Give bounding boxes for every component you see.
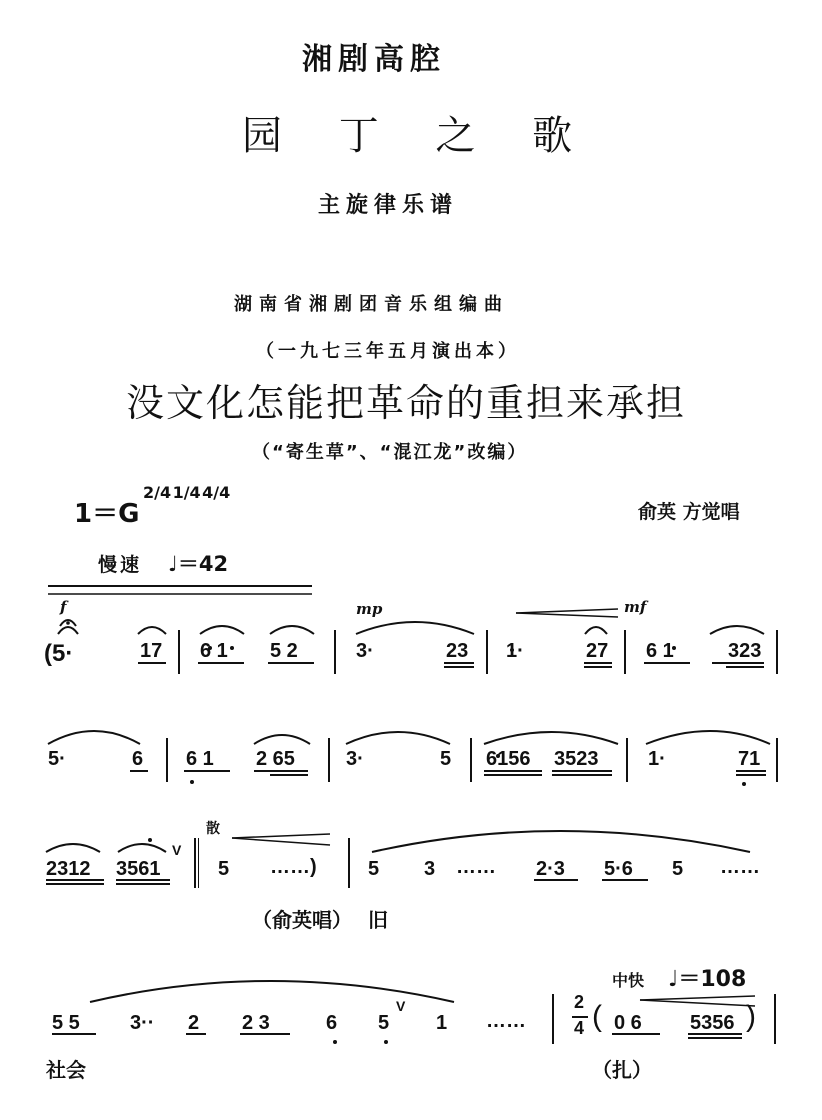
note-group: 5 5	[52, 1012, 80, 1034]
time-sig-numerator: 2	[574, 992, 585, 1012]
tempo-change-bpm: ♩＝108	[668, 967, 747, 992]
note-group: 3·	[346, 748, 364, 770]
note-group: 6	[132, 748, 144, 770]
singer-label: （俞英唱）	[252, 908, 352, 932]
note-group: 3	[424, 858, 436, 880]
note-group: 1	[436, 1012, 448, 1034]
barline	[334, 630, 336, 674]
opera-title: 园 丁 之 歌	[242, 113, 595, 159]
note-group: 6	[326, 1012, 338, 1034]
note-group: 17	[140, 640, 163, 662]
barline	[194, 838, 196, 888]
note-group: (5·	[44, 640, 74, 667]
breath-mark: V	[396, 998, 406, 1014]
note-group: 5·	[48, 748, 66, 770]
note-group: 323	[728, 640, 762, 662]
note-group: 2	[188, 1012, 200, 1034]
note-group: 3523	[554, 748, 599, 770]
note-group: 5356	[690, 1012, 735, 1034]
note-group: 27	[586, 640, 609, 662]
edition-note: （一九七三年五月演出本）	[256, 341, 520, 362]
tune-source: （“寄生草”、“混江龙”改编）	[252, 442, 528, 463]
note-group: ……)	[270, 856, 317, 878]
song-title: 没文化怎能把革命的重担来承担	[126, 381, 687, 425]
barline	[178, 630, 180, 674]
free-tempo-marking: 散	[206, 821, 220, 837]
note-group: 3561	[116, 858, 161, 880]
note-group: 5	[378, 1012, 390, 1034]
note-group: 5	[368, 858, 380, 880]
note-group: 2 65	[256, 748, 295, 770]
note-group: 71	[738, 748, 761, 770]
barline	[348, 838, 350, 888]
note-group: 6 1	[200, 640, 228, 662]
genre-heading: 湘剧高腔	[302, 42, 446, 77]
barline	[776, 630, 778, 674]
barline	[776, 738, 778, 782]
key-signature: 1＝G	[74, 499, 140, 529]
note-group: 23	[446, 640, 469, 662]
paren-close: )	[746, 1000, 756, 1033]
barline	[486, 630, 488, 674]
arranger-credit: 湖南省湘剧团音乐组编曲	[234, 294, 509, 315]
note-group: 5·6	[604, 858, 633, 880]
barline	[328, 738, 330, 782]
note-group: ……	[486, 1010, 526, 1032]
note-group: ……	[720, 856, 760, 878]
singers-credit: 俞英 方觉唱	[638, 501, 740, 523]
tempo-change-marking: 中快	[612, 971, 645, 990]
barline	[552, 994, 554, 1044]
note-group: 6156	[486, 748, 531, 770]
note-group: ……	[456, 856, 496, 878]
note-group: 1·	[506, 640, 524, 662]
note-group: 5	[672, 858, 684, 880]
breath-mark: V	[172, 842, 182, 858]
note-group: 5 2	[270, 640, 298, 662]
note-group: 0 6	[614, 1012, 642, 1034]
barline	[774, 994, 776, 1044]
tempo-marking: 慢速	[98, 554, 143, 576]
note-group: 5	[440, 748, 452, 770]
paren-open: (	[592, 1000, 602, 1033]
tempo-bpm: ♩＝42	[168, 552, 229, 576]
barline	[166, 738, 168, 782]
barline	[470, 738, 472, 782]
note-group: 6 1	[646, 640, 674, 662]
note-group: 1·	[648, 748, 666, 770]
percussion-label: （扎）	[592, 1058, 652, 1082]
barline	[626, 738, 628, 782]
note-group: 3·	[356, 640, 374, 662]
meter-2-4: 2/4	[143, 483, 172, 502]
note-group: 3··	[130, 1012, 155, 1034]
note-group: 2 3	[242, 1012, 270, 1034]
score-subtitle: 主旋律乐谱	[318, 193, 459, 218]
meter-4-4: 4/4	[202, 483, 231, 502]
lyric-word: 社会	[46, 1058, 86, 1082]
barline	[198, 838, 199, 888]
dynamic-mezzo-piano: mp	[356, 600, 383, 618]
note-group: 5	[218, 858, 230, 880]
time-sig-denominator: 4	[574, 1018, 585, 1038]
lyric-word: 旧	[368, 908, 388, 932]
meter-1-4: 1/4	[172, 483, 201, 502]
barline	[624, 630, 626, 674]
dynamic-mezzo-forte: mf	[624, 598, 647, 616]
note-group: 6 1	[186, 748, 214, 770]
note-group: 2312	[46, 858, 91, 880]
dynamic-forte: f	[60, 598, 67, 616]
note-group: 2·3	[536, 858, 565, 880]
